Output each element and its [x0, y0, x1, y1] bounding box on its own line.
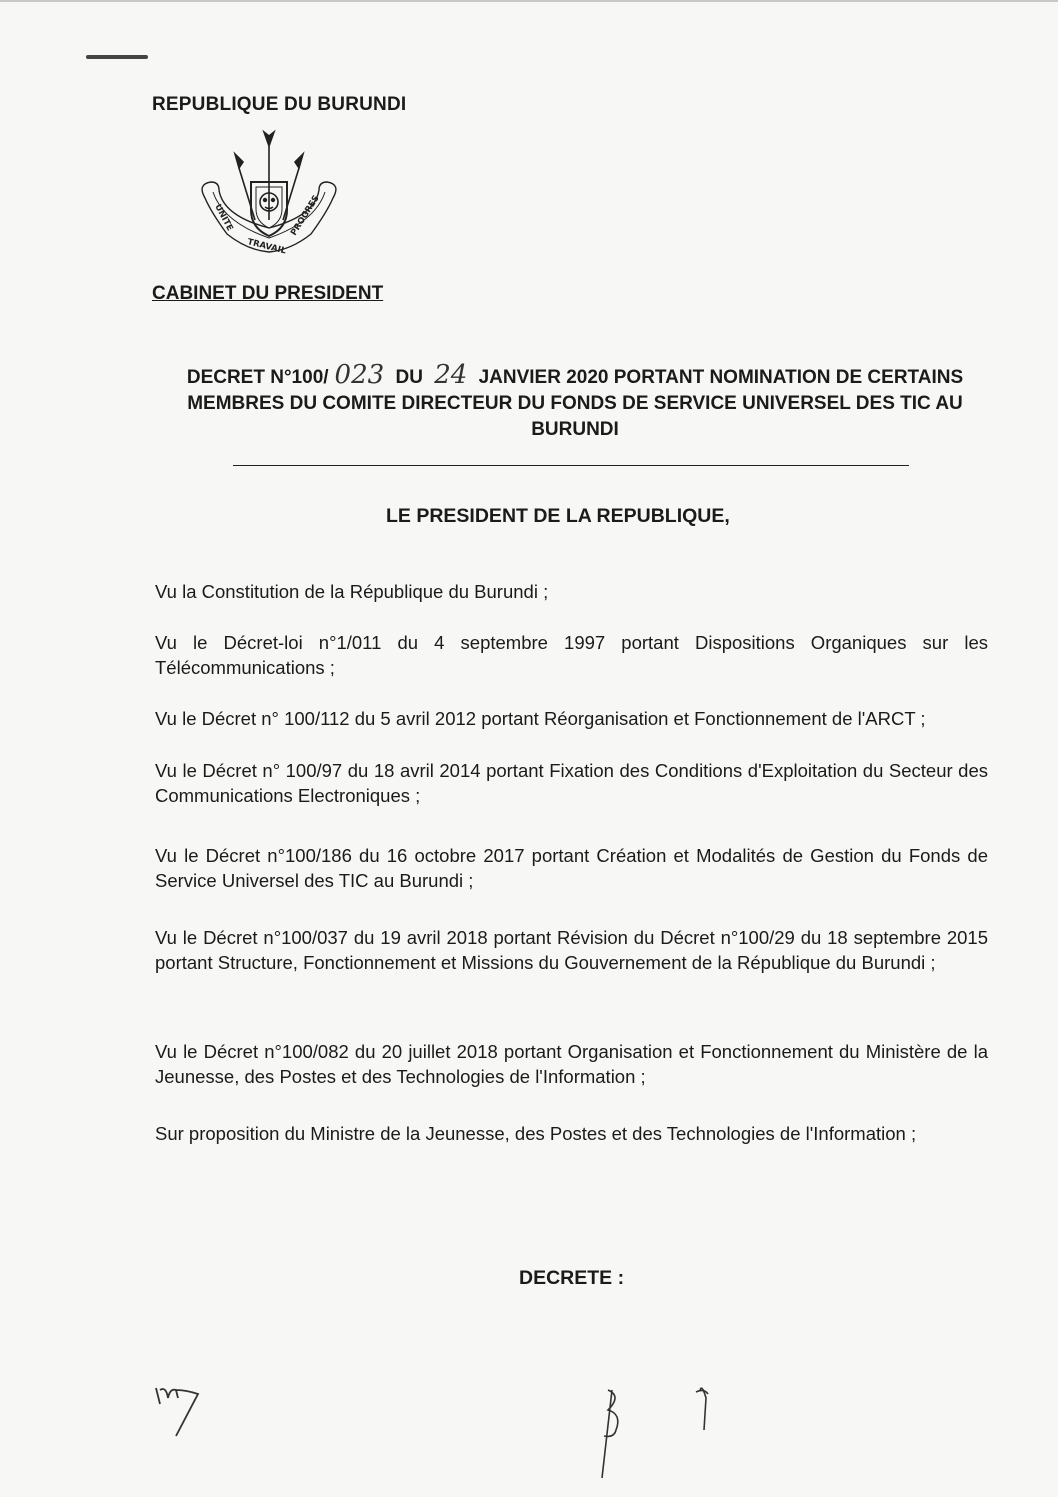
republic-heading: REPUBLIQUE DU BURUNDI [152, 94, 407, 115]
consideration-decret-2017: Vu le Décret n°100/186 du 16 octobre 2017 portant Création et Modalités de Gestion du Fonds de Service Universel des TIC au Burundi ; [155, 845, 988, 891]
proposal-clause: Sur proposition du Ministre de la Jeunesse, des Postes et des Technologies de l'Information ; [155, 1123, 917, 1144]
president-heading: LE PRESIDENT DE LA REPUBLIQUE, [386, 505, 730, 527]
svg-text:PROGRES: PROGRES [289, 193, 322, 238]
consideration-decret-2014: Vu le Décret n° 100/97 du 18 avril 2014 portant Fixation des Conditions d'Exploitation du Secteur des Communications Electroniques ; [155, 760, 988, 806]
scan-edge [0, 0, 1058, 8]
corner-mark [86, 55, 148, 59]
decree-title [150, 362, 1000, 443]
consideration-decret-2018-ministere: Vu le Décret n°100/082 du 20 juillet 2018 portant Organisation et Fonctionnement du Ministère de la Jeunesse, des Postes et des Technologies de l'Information ; [155, 1041, 988, 1087]
consideration-constitution: Vu la Constitution de la République du Burundi ; [155, 581, 549, 602]
decree-prefix: DECRET N°100/ [186, 367, 329, 388]
decree-title-rest: JANVIER 2020 PORTANT NOMINATION DE CERTAINS MEMBRES DU COMITE DIRECTEUR DU FONDS DE SERVICE UNIVERSEL DES TIC AU BURUNDI [187, 367, 964, 440]
burundi-coat-of-arms-icon [195, 128, 343, 256]
decree-day-handwritten: 24 [434, 360, 468, 390]
decree-number-handwritten: 023 [334, 360, 385, 390]
cabinet-heading: CABINET DU PRESIDENT [152, 283, 384, 304]
svg-text:UNITE: UNITE [212, 202, 235, 233]
svg-text:TRAVAIL: TRAVAIL [246, 237, 288, 256]
consideration-decret-2012: Vu le Décret n° 100/112 du 5 avril 2012 portant Réorganisation et Fonctionnement de l'ARCT ; [155, 708, 926, 729]
initials-left-icon [150, 1380, 210, 1440]
decrete-heading: DECRETE : [519, 1267, 625, 1289]
decree-du: DU [395, 367, 423, 388]
initials-right-icon [590, 1380, 760, 1480]
consideration-decret-2018-structure: Vu le Décret n°100/037 du 19 avril 2018 portant Révision du Décret n°100/29 du 18 septembre 2015 portant Structure, Fonctionnement et Missions du Gouvernement de la République du Burundi ; [155, 927, 988, 973]
title-divider [233, 465, 909, 466]
consideration-decret-loi-1997: Vu le Décret-loi n°1/011 du 4 septembre 1997 portant Dispositions Organiques sur les Télécommunications ; [155, 632, 988, 678]
